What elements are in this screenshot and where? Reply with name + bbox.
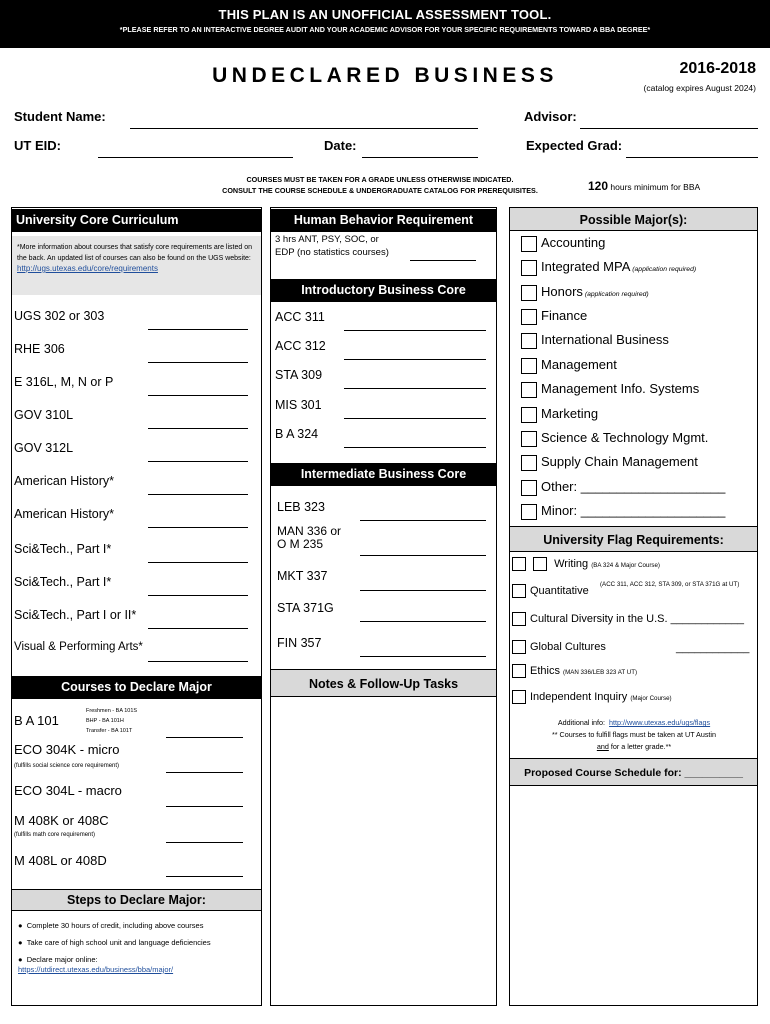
major-checkbox[interactable] xyxy=(521,407,537,423)
application-required-note: (application required) xyxy=(584,291,649,298)
course-blank[interactable] xyxy=(148,428,248,429)
flag-cultural xyxy=(512,612,744,626)
ba101-notes xyxy=(86,706,137,736)
major-checkbox[interactable] xyxy=(521,358,537,374)
flag-label: Writing xyxy=(554,557,589,570)
advisor-label: Advisor: xyxy=(524,109,577,124)
major-option xyxy=(521,479,725,496)
major-label: Accounting xyxy=(541,235,606,250)
flag-note: (Major Course) xyxy=(630,694,672,702)
major-option xyxy=(521,430,708,447)
course-label xyxy=(277,525,341,551)
step-text: Complete 30 hours of credit, including above courses xyxy=(26,921,204,930)
flags-header: University Flag Requirements: xyxy=(509,526,758,552)
flags-info-line xyxy=(512,717,756,729)
major-option xyxy=(521,503,725,520)
major-option xyxy=(521,357,617,374)
flag-note: (ACC 311, ACC 312, STA 309, or STA 371G at UT) xyxy=(600,581,740,588)
flag-note: (BA 324 & Major Course) xyxy=(591,561,660,569)
eco304k-note: (fulfills social science core requirement) xyxy=(14,763,120,769)
step-text: Declare major online: xyxy=(26,955,98,964)
course-blank[interactable] xyxy=(344,330,486,331)
major-option xyxy=(521,332,669,349)
eco304k-label: ECO 304K - micro xyxy=(14,742,120,757)
flag-quantitative xyxy=(512,584,589,598)
flag-checkbox[interactable] xyxy=(512,612,526,626)
core-course-label: GOV 310L xyxy=(14,408,74,422)
course-blank[interactable] xyxy=(166,806,243,807)
course-blank[interactable] xyxy=(148,661,248,662)
flags-rule xyxy=(512,741,756,753)
notes-header: Notes & Follow-Up Tasks xyxy=(270,669,497,697)
min-hours xyxy=(588,179,700,193)
flags-info-label: Additional info: xyxy=(557,718,606,727)
flag-global xyxy=(512,640,606,654)
notice-line1: COURSES MUST BE TAKEN FOR A GRADE UNLESS OTHERWISE INDICATED. xyxy=(246,175,514,184)
course-blank[interactable] xyxy=(344,418,486,419)
left-column xyxy=(11,207,262,1006)
flag-label: Independent Inquiry xyxy=(530,690,628,703)
major-label: Minor: xyxy=(541,503,578,518)
eco304l-label: ECO 304L - macro xyxy=(14,783,122,798)
core-link[interactable]: http://ugs.utexas.edu/core/requirements xyxy=(17,264,158,273)
course-label: FIN 357 xyxy=(277,636,322,650)
flag-label: Cultural Diversity in the U.S. ____________ xyxy=(530,612,745,625)
course-label: ACC 312 xyxy=(275,339,326,353)
course-label-line: MAN 336 or xyxy=(277,524,342,538)
m408l-label: M 408L or 408D xyxy=(14,853,107,868)
major-option xyxy=(521,308,587,325)
flag-checkbox[interactable] xyxy=(512,557,526,571)
course-blank[interactable] xyxy=(148,494,248,495)
core-course-label: Visual & Performing Arts* xyxy=(14,641,143,653)
banner-subtitle: *PLEASE REFER TO AN INTERACTIVE DEGREE AUDIT AND YOUR ACADEMIC ADVISOR FOR YOUR SPECIFIC REQUIREMENTS TOWARD A BBA DEGREE* xyxy=(119,25,651,34)
ut-eid-field[interactable] xyxy=(98,157,293,158)
step-text: Take care of high school unit and language deficiencies xyxy=(26,938,211,947)
flag-label: Global Cultures xyxy=(530,640,606,653)
human-behavior-header: Human Behavior Requirement xyxy=(270,209,497,232)
course-blank[interactable] xyxy=(148,628,248,629)
major-option xyxy=(521,284,649,301)
major-label: Science & Technology Mgmt. xyxy=(541,430,709,445)
expected-grad-label: Expected Grad: xyxy=(526,138,623,153)
major-checkbox[interactable] xyxy=(521,480,537,496)
course-blank[interactable] xyxy=(148,562,248,563)
major-checkbox[interactable] xyxy=(521,504,537,520)
banner-title: THIS PLAN IS AN UNOFFICIAL ASSESSMENT TOOL. xyxy=(218,7,552,22)
step-item: ● Declare major online: xyxy=(18,955,98,964)
course-blank[interactable] xyxy=(166,842,243,843)
ba101-note: Freshmen - BA 101S xyxy=(86,708,138,714)
course-label: STA 371G xyxy=(277,601,334,615)
core-course-label: UGS 302 or 303 xyxy=(14,309,105,323)
course-blank[interactable] xyxy=(410,260,476,261)
steps-header: Steps to Declare Major: xyxy=(11,889,262,911)
flag-blank: ____________ xyxy=(676,642,750,654)
major-option xyxy=(521,381,699,398)
course-blank[interactable] xyxy=(148,527,248,528)
student-name-label: Student Name: xyxy=(14,109,106,124)
notice xyxy=(190,174,570,196)
course-blank[interactable] xyxy=(344,359,486,360)
ut-eid-label: UT EID: xyxy=(14,138,61,153)
flags-rule-emphasis: and xyxy=(596,742,609,751)
core-course-label: American History* xyxy=(14,507,115,521)
flag-checkbox[interactable] xyxy=(512,690,526,704)
course-label: B A 324 xyxy=(275,427,319,441)
course-blank[interactable] xyxy=(148,461,248,462)
course-label: LEB 323 xyxy=(277,500,325,514)
intermediate-core-header: Intermediate Business Core xyxy=(270,463,497,486)
major-option xyxy=(521,454,698,471)
major-label: Management xyxy=(541,357,617,372)
step-item: ● Take care of high school unit and language deficiencies xyxy=(18,938,211,947)
major-label: International Business xyxy=(541,332,669,347)
course-blank[interactable] xyxy=(148,362,248,363)
ba101-note: Transfer - BA 101T xyxy=(86,728,133,734)
course-blank[interactable] xyxy=(166,737,243,738)
major-option xyxy=(521,235,605,252)
course-blank[interactable] xyxy=(360,590,486,591)
banner xyxy=(0,0,770,48)
notice-line2: CONSULT THE COURSE SCHEDULE & UNDERGRADUATE CATALOG FOR PREREQUISITES. xyxy=(222,186,538,195)
major-checkbox[interactable] xyxy=(521,455,537,471)
major-label: Integrated MPA xyxy=(541,259,631,274)
major-checkbox[interactable] xyxy=(521,285,537,301)
course-label: STA 309 xyxy=(275,368,323,382)
date-field[interactable] xyxy=(362,157,478,158)
page-title: UNDECLARED BUSINESS xyxy=(212,64,558,87)
proposed-schedule-header: Proposed Course Schedule for: __________ xyxy=(509,758,758,786)
ba101-note: BHP - BA 101H xyxy=(86,718,124,724)
course-blank[interactable] xyxy=(360,555,486,556)
course-label-line: O M 235 xyxy=(277,537,324,551)
core-course-label: Sci&Tech., Part I or II* xyxy=(14,608,137,622)
core-course-label: GOV 312L xyxy=(14,441,74,455)
intro-core-header: Introductory Business Core xyxy=(270,279,497,302)
flags-info-link[interactable]: http://www.utexas.edu/ugs/flags xyxy=(609,718,711,727)
declare-header: Courses to Declare Major xyxy=(11,676,262,699)
flags-rule-text: for a letter grade.** xyxy=(610,742,672,751)
flag-label: Ethics xyxy=(530,664,560,677)
major-checkbox[interactable] xyxy=(521,382,537,398)
core-course-label: Sci&Tech., Part I* xyxy=(14,542,112,556)
expected-grad-field[interactable] xyxy=(626,157,758,158)
course-blank[interactable] xyxy=(148,395,248,396)
major-label: Marketing xyxy=(541,406,599,421)
course-blank[interactable] xyxy=(360,621,486,622)
core-info-box xyxy=(12,236,261,295)
flag-independent xyxy=(512,690,672,704)
flag-writing xyxy=(512,557,660,571)
major-checkbox[interactable] xyxy=(521,236,537,252)
major-label: Finance xyxy=(541,308,588,323)
application-required-note: (application required) xyxy=(632,266,697,273)
core-course-label: American History* xyxy=(14,474,115,488)
m408k-label: M 408K or 408C xyxy=(14,813,109,828)
course-blank[interactable] xyxy=(360,520,486,521)
flags-info xyxy=(512,717,756,753)
student-name-field[interactable] xyxy=(130,128,478,129)
core-course-label: RHE 306 xyxy=(14,342,65,356)
course-blank[interactable] xyxy=(148,329,248,330)
human-behavior-text xyxy=(275,233,389,259)
min-hours-number: 120 xyxy=(588,179,609,193)
course-blank[interactable] xyxy=(166,772,243,773)
catalog-note: (catalog expires August 2024) xyxy=(643,83,756,93)
step-item: ● Complete 30 hours of credit, including above courses xyxy=(18,921,204,930)
right-column xyxy=(509,207,758,1006)
flag-note: (MAN 336/LEB 323 AT UT) xyxy=(563,668,638,676)
major-label: Other: xyxy=(541,479,578,494)
course-blank[interactable] xyxy=(166,876,243,877)
declare-major-link[interactable]: https://utdirect.utexas.edu/business/bba/major/ xyxy=(18,965,174,974)
steps-list xyxy=(18,917,211,968)
flag-label: Quantitative xyxy=(530,584,589,597)
min-hours-text: hours minimum for BBA xyxy=(610,182,701,192)
ba101-label: B A 101 xyxy=(14,713,59,728)
human-behavior-line: 3 hrs ANT, PSY, SOC, or xyxy=(275,234,379,245)
majors-header: Possible Major(s): xyxy=(509,207,758,231)
course-blank[interactable] xyxy=(148,595,248,596)
catalog-year: 2016-2018 xyxy=(679,60,756,77)
major-option xyxy=(521,406,598,423)
core-course-label: E 316L, M, N or P xyxy=(14,375,114,389)
core-header: University Core Curriculum xyxy=(11,209,262,232)
major-option xyxy=(521,259,696,276)
course-label: MIS 301 xyxy=(275,398,322,412)
course-blank[interactable] xyxy=(344,447,486,448)
flag-ethics xyxy=(512,664,637,678)
m408k-note: (fulfills math core requirement) xyxy=(14,832,96,838)
major-checkbox[interactable] xyxy=(521,431,537,447)
flags-rule: ** Courses to fulfill flags must be taken at UT Austin xyxy=(551,730,717,739)
course-blank[interactable] xyxy=(360,656,486,657)
blank-field[interactable]: ____________________ xyxy=(580,479,726,494)
flag-checkbox[interactable] xyxy=(512,664,526,678)
core-course-label: Sci&Tech., Part I* xyxy=(14,575,112,589)
major-label: Honors xyxy=(541,284,583,299)
major-label: Supply Chain Management xyxy=(541,454,698,469)
human-behavior-line: EDP (no statistics courses) xyxy=(275,247,389,258)
major-checkbox[interactable] xyxy=(521,333,537,349)
core-info-text: *More information about courses that satisfy core requirements are listed on the back. An updated list of courses can also be found on the UGS website: xyxy=(17,244,253,262)
course-label: ACC 311 xyxy=(275,310,325,324)
flag-checkbox[interactable] xyxy=(512,584,526,598)
course-blank[interactable] xyxy=(344,388,486,389)
course-label: MKT 337 xyxy=(277,569,328,583)
flag-checkbox[interactable] xyxy=(512,640,526,654)
blank-field[interactable]: ____________________ xyxy=(580,503,726,518)
date-label: Date: xyxy=(324,138,357,153)
flag-checkbox[interactable] xyxy=(533,557,547,571)
major-checkbox[interactable] xyxy=(521,309,537,325)
major-label: Management Info. Systems xyxy=(541,381,700,396)
advisor-field[interactable] xyxy=(580,128,758,129)
major-checkbox[interactable] xyxy=(521,260,537,276)
